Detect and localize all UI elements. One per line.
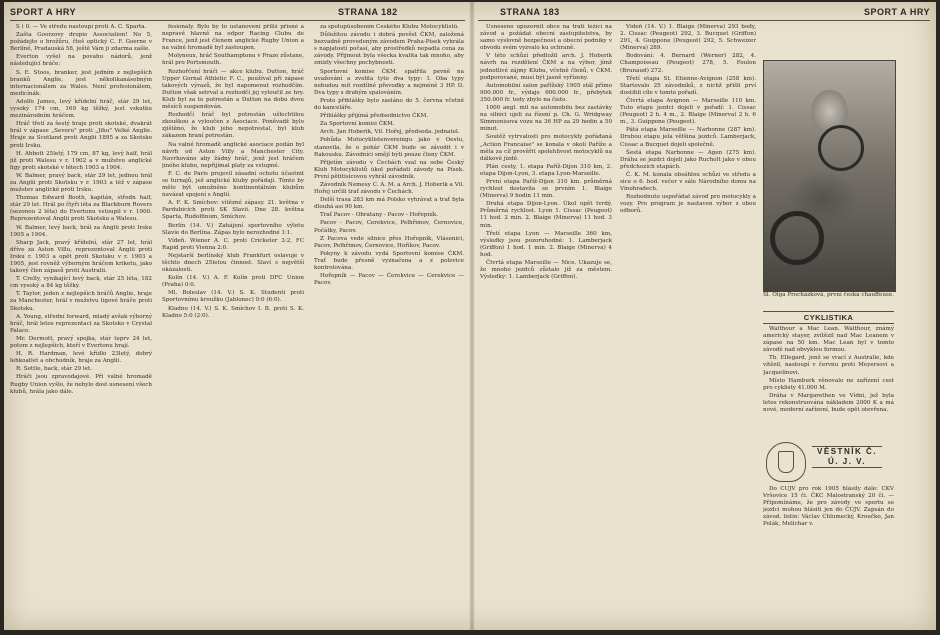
column-4	[480, 24, 612, 624]
paragraph: R. Settle, back, stár 29 let.	[16, 366, 92, 373]
right-page-header	[478, 6, 930, 21]
paragraph: Pátá etapa Marseille — Narbonne (287 km). Druhou etapu jela většina jezdců. Lamberjack, Cissac a Bucquet dojeli společně.	[620, 127, 756, 148]
paragraph: S ( 0. — Ve středu nastoupí proti A. C. Sparta.	[16, 24, 147, 30]
paragraph: Bodování: 4. Bernard (Werner) 282, 4. Champoiseau (Peugeot) 278, 5. Foulon (Brunaud) 272.	[620, 53, 756, 74]
paragraph: Automobilní salon pařížský 1905 stál přímo 900.000 fr., výdaje 600.000 fr., přebytek 350.000 fr. tedy zbylo na čisto.	[480, 82, 612, 103]
left-page-header	[10, 6, 465, 21]
left-header-title: SPORT A HRY	[10, 7, 77, 17]
paragraph: Rozhodčí hráč byl potrestán ušlechtilou zkouškou a vyloučen z Asociace. Poněvadž bylo zjištěno, že klub jeho nepotrestal, byl klub zákazem hraní potrestán.	[162, 112, 304, 140]
paragraph: Plán cesty, 1. etapa Paříž-Dijon 310 km, 2. etapa Dijon-Lyon, 3. etapa Lyon-Marseille.	[480, 163, 612, 177]
paragraph: Č. K. M. konala obsáhlou schůzi ve středu a sice o 6. hod. večer v sále Národního domu na Vinohradech.	[620, 171, 756, 193]
column-6	[763, 308, 894, 438]
paragraph: Sharp Jack, pravý křídelní, stár 27 let, hrál dříve za Aston Villu, reprezentoval Anglii proti Irsku r. 1903 a opět proti Skotsku v r. 1903 a 1905, jest rovněž výborným hráčem kriketu, jako takový člen zápasů proti Australii.	[10, 239, 152, 275]
paragraph: Třetí etapa St. Etienne-Avignon (258 km). Startovalo 25 závodníků, z nichž přišli prví dostihli cíle v tomto pořadí.	[620, 75, 756, 96]
paragraph: Soutěž vytrvalosti pro motocykly pořádaná „Action Francaise" se konala v okolí Paříže a měla za cíl prověřit spolehlivost motocyklů na dálkové jízdě.	[480, 134, 612, 162]
paragraph: Místo Hamburk věnovalo ne zařízení cest pro cyklisty 41.000 M.	[763, 377, 894, 391]
paragraph: Pacov - Pacov, Cerekvice, Pelhřimov, Černovice, Počátky, Pacov.	[314, 220, 464, 234]
paragraph: Vídeň. Wiener A. C. proti Cricketer 3:2, FC Rapid proti Vienna 2:0.	[162, 237, 304, 251]
paragraph: Pokyny k závodu vydá Sportovní komise ČKM. Trať bude přesně vyznačena a z polovice kontrolována.	[314, 250, 464, 271]
paragraph: Přihlášky přijímá předsednictvo ČKM.	[320, 113, 429, 120]
paragraph: Hořepník — Pacov — Čerekvice — Cerekvice — Pacov.	[314, 273, 464, 287]
paragraph: Arch. Jan Hoberik, Vil. Hořej, předseda. jednatel.	[320, 129, 460, 136]
paragraph: Kolín (14. V.) A. F. Kolín proti DFC Union (Praha) 0:0.	[162, 275, 304, 289]
paragraph: F. C. de Paris projevil zásadní ochotu účastnit se turnajů, jež anglické kluby pořádají. Tímto by mělo být umožněno kontinentálním klubům navázat spojení s Anglií.	[162, 170, 304, 199]
paragraph: A. Young, střední forward, mladý avšak výborný hráč, hrál letos reprezentaci za Skotsko v Crystal Palace.	[10, 313, 152, 334]
paragraph: H. Abbott 25letý, 179 cm, 87 kg, levý half, hrál již proti Walesu v r. 1902 a v mužstvu anglické ligy proti skotské v létech 1903 a 1904.	[10, 150, 152, 171]
paragraph: Přijetím závodu v Čechách vzal na sebe Český Klub Motocyklistů úkol pořádati závody na Písek. První pětitisícovou vyhrál závodník.	[314, 159, 464, 180]
paragraph: H. R. Hardman, levé křídlo 23letý, dobrý lehkoatlet a obchodník, hraje za Anglii.	[10, 351, 152, 365]
paragraph: Z Pacova vede silnice přes Hořepník, Vlásenici, Pacov, Pelhřimov, Černovice, Hoříkov, Pacov.	[314, 235, 464, 249]
paragraph: Dráha v Margarethen ve Vídni, jež byla letos rekonstruována nákladem 2000 K a má nové, moderní zařízení, bude opět otevřena.	[763, 392, 894, 414]
paragraph: Druhá etapa Dijon-Lyon. Úkol opět tvrdý. Průměrná rychlost. Lyon 1. Cissac (Peugeot) 11 hod. 2 min. 2. Blaige (Minerva) 11 hod. 3 min.	[480, 201, 612, 229]
column-3	[314, 24, 464, 624]
column-6-bottom	[763, 486, 894, 624]
paragraph: Trať Pacov - Obratany - Pacov - Hořepník.	[320, 212, 439, 219]
paragraph: Everton vyšel na povahu nádorů, jenž následující hráče:	[10, 54, 152, 68]
page-fold	[469, 2, 475, 630]
paragraph: Proto přihlášky bylo zasláno do 5. června včetně do kanceláře.	[314, 97, 464, 112]
paragraph: Za Sportovní komisi ČKM.	[320, 121, 395, 128]
paragraph: Berlín (14. V.) Zahájení sportovního výletu Slavie do Berlína. Zápas bylo nerozhodné 1:1.	[162, 222, 304, 236]
paragraph: A. F. K. Smíchov: vítězné zápasy. 21. května v Pardubicích proti SK Slavii. Dne 28. května Sparta, Rudolfinum, Smíchov.	[162, 200, 304, 221]
section-title-cyklistika: CYKLISTIKA	[763, 311, 894, 324]
paragraph: T. Taylor, jeden z nejlepších hráčů Anglie, hraje za Manchester, hrál v mužstvu ligové hráče proti Skotsku.	[10, 291, 152, 312]
paragraph: S. E. Stoos, branker, jest jedním z nejlepších branků Anglie, jest několikanásobným internacionálem za Wales. Není profesionálem, medicínák.	[10, 69, 152, 97]
paragraph: Delší trasa 283 km má Polsko vyhrávat a trať byla dlouhá asi 90 km.	[314, 197, 464, 211]
paragraph: Závodník Nemesy C. A. M. a Arch. J. Hoberik a Vil. Hořej určili trať závodu v Čechách.	[314, 181, 464, 196]
paragraph: Molyneux, hráč Southamptonu v Praze zůstane, hrál pro Portsmouth.	[162, 53, 304, 67]
paragraph: Sportovní komise ČKM. spatřila pevně na uvažování a zvolila tyto dva typy: I. Oba typy nebudou mít rozdílné převodky a nejméně 3 HP. II. Dva typy s drahým spalováním.	[314, 68, 464, 96]
paragraph: Čtvrtá etapa Marseille — Nice. Ukazuje se, že mnoho jezdců zůstalo již za městem. Výsledky: 1. Lamberjack (Griffon).	[480, 260, 612, 281]
column-1	[10, 24, 152, 624]
paragraph: Na valné hromadě anglické asociace podán byl návrh od Aston Villy a Manchester City. Navrhováno aby žádný hráč, jenž jest hráčem jiného klubu, nepřijímal platy za vstupné.	[162, 141, 304, 169]
paragraph: Čtvrtá etapa Avignon — Marseille 110 km. Tuto etapu jezdci dojeli v pořadí: 1. Cissac (Peugeot) 2 h. 4 m., 2. Blaige (Minerva) 2 h. 6 m., 3. Guippone (Peugeot).	[620, 97, 756, 126]
steering-wheel-shape	[818, 125, 864, 171]
paragraph: Adolfe James, levý křídelní hráč, stár 29 let, vysoký 174 cm, 169 kg těžký, jest vskutku mezinárodním hráčem.	[10, 98, 152, 120]
car-wheel-shape	[770, 211, 824, 265]
vestnik-block	[764, 442, 884, 482]
column-5	[620, 24, 756, 624]
paragraph: Ml. Boleslav (14. V.) S. K. Studenti proti Sportovnímu kroužku (Jablonec) 9:0 (6:0).	[162, 290, 304, 304]
paragraph: fesionály. Bylo by to ustanovení příliš přísné a nepravé hlavně na odpor Racing Clubu de France, jenž jest členem anglické Rugby Union a na valné hromadě byl zastoupen.	[162, 24, 304, 52]
vestnik-title: VĚSTNÍK Č. Ú. J. V.	[812, 446, 882, 468]
paragraph: Thomas Edward Booth, kapitán, středn half, stár 29 let. Hrál po čtyři léta za Blackburn Rovers (sezonou 2 léta) do Evertonu vstoupil v r. 1900. Reprezentoval Anglii proti Skotsku a Walesu.	[10, 195, 152, 223]
paragraph: Hráč třetí za šestý hraje proti skotské, dvakrát hrál v zápase „Severu" proti „Jihu" Velké Anglie. Hraje za Scotland proti Anglii 1895 a za Skotsko proti Irsku.	[10, 121, 152, 149]
paragraph: za spolupůsobením Českého Klubu Motocyklistů.	[320, 24, 459, 30]
paragraph: Třetí etapa Lyon — Marseille 360 km, výsledky jsou pozoruhodné: 1. Lamberjack (Griffon) 1 hod. 1 min. 2. Blaige (Minerva) 4 hod.	[480, 230, 612, 258]
paragraph: Rozhodnuto uspořádat závod pro motocykly a vozy. Pro program je nastaven výbor z obou odborů.	[620, 194, 756, 215]
magazine-spread	[4, 2, 936, 630]
photo-caption: Sl. Olga Procházková, první česká chauffeuse.	[763, 292, 894, 298]
paragraph: Vídeň (14. V.) 1. Blaige (Minerva) 293 body, 2. Cissac (Peugeot) 292, 3. Bucquet (Griffon) 291, 4. Guippone (Peugeot) 292, 5. Schweizer (Minerva) 289.	[620, 24, 756, 52]
paragraph: Nejstarší berlínský klub Frankfurt oslavuje v těchto dnech 25letou činnost. Slaví s největší okázalostí.	[162, 252, 304, 274]
paragraph: Zašta Goorzovy dropie Association! No 5, požádejte o brožůru, čteš optický C. F. Goerne v Berlíně, Pradauská 58, ještě Vám ji zdarma zašle.	[10, 32, 152, 53]
paragraph: W. Balmer, levý back, hrál za Anglii proti Irsku 1905 a 1904.	[10, 224, 152, 238]
paragraph: Hráči jsou zpravodajové. Při valné hromadě Rugby Union vyšlo, že nebylo dost usnesení všech klubů, hrála jako dále.	[10, 374, 152, 395]
paragraph: V této schůzi předložil arch. J. Hoberik návrh na rozdělení ČKM a na výbor, jímž jednotlivé zájmy Klubu, včetně členů, v ČKM. podporované, musí být jasně vyřízeny.	[480, 53, 612, 81]
shield-crest-icon	[766, 442, 806, 482]
paragraph: Důležitou závodu i dobrá pověst ČKM, založená bezvadně provedeným závodem Praha-Písek vyhrála s napjatostí počasí, aby prostředků nepadla cena za závody. Přijmout byla všecka kvalita tak mnoho, aby zmizly všechny pochybnosti.	[314, 32, 464, 67]
paragraph: Pohůda Motocyklistenvereingu jako v Oestu, stanovila, že o pohár ČKM bude se závodit i v Rakousku. Závodníci smějí býti pouze členy ČKM.	[314, 137, 464, 158]
paragraph: Walthour a Mac Lean. Walthour, známý americký stayer, zvítězil nad Mac Leanem v zápase na 50 km. Mac Lean byl v tomto závodě nad obvyklou formou.	[763, 326, 894, 354]
column-2	[162, 24, 304, 624]
chauffeuse-photo	[763, 60, 896, 292]
right-header-title: SPORT A HRY	[863, 7, 930, 17]
paragraph: Rozhořčení hráči — akce klubu. Dutton, hráč Upper Gornal Athletic F. C., používal při zápase takových výrazů, že byl napomenut rozhodčím. Dutton však setrval a rozhodčí jej vyloučil ze hry. Klub byl za to potrestán a Dutton na dobu dvou měsíců suspendován.	[162, 68, 304, 111]
paragraph: T. Crelly, vynikající levý back, stár 25 léta, 182 cm vysoký a 84 kg těžký.	[10, 276, 152, 290]
paragraph: 1000 angl. mil na automobilu bez zastávky na silnici ujeli za řízení p. Ch. G. Wridgway Simmonisova vozu na 36 HP za 29 hodin a 50 minut.	[480, 105, 612, 133]
right-header-page: STRANA 183	[500, 7, 560, 17]
paragraph: Do ČÚJV pro rok 1905 hlásily dále: ČKV Vršovice 15 či. ČKC Malostranský 20 či. — Připomínáme, že pro závody ve sportu se jezdci mohou hlásiti jen do ČÚJV. Zapsán do závod. listin: Václav Chlumecký, Kroučko, Jan Polák, Melichar v.	[763, 486, 894, 528]
paragraph: Th. Ellegard, jenž se vrací z Australie, kde vítězil, nastoupí v červnu proti Meyersovi a Jacquelinovi.	[763, 355, 894, 376]
paragraph: Mr. Dermott, pravý spojka, stár teprv 24 let, potom z nejlepších, kteří v Evertonu hrají.	[10, 335, 152, 350]
paragraph: Usneseno upozornit obce na trati ležící na závod a požádat obecní zastupitelstva, by samo výslovně bezpečnost a obecní podniky v obvodu svém vyzvalo ku ochraně.	[480, 24, 612, 52]
left-header-page: STRANA 182	[338, 7, 398, 17]
paragraph: Kladno (14. V.) S. K. Smíchov I. B. proti S. K. Kladno 5:0 (2:0).	[162, 305, 304, 319]
paragraph: Šestá etapa Narbonne — Agen (275 km). Dráhu se jezdci dojeli jako Rucholt jako v obou předchozích etapách.	[620, 149, 756, 170]
paragraph: W. Balmer, pravý back, stár 29 let, jednou hrál za Anglii proti Skotsku v r. 1903 a též v zápase mužstev anglické proti Irsku.	[10, 172, 152, 194]
paragraph: První etapa Paříž-Dijon 310 km. průměrná rychlost dostavila se prvním 1. Blaige (Minerva) 9 hodin 11 min.	[480, 178, 612, 200]
